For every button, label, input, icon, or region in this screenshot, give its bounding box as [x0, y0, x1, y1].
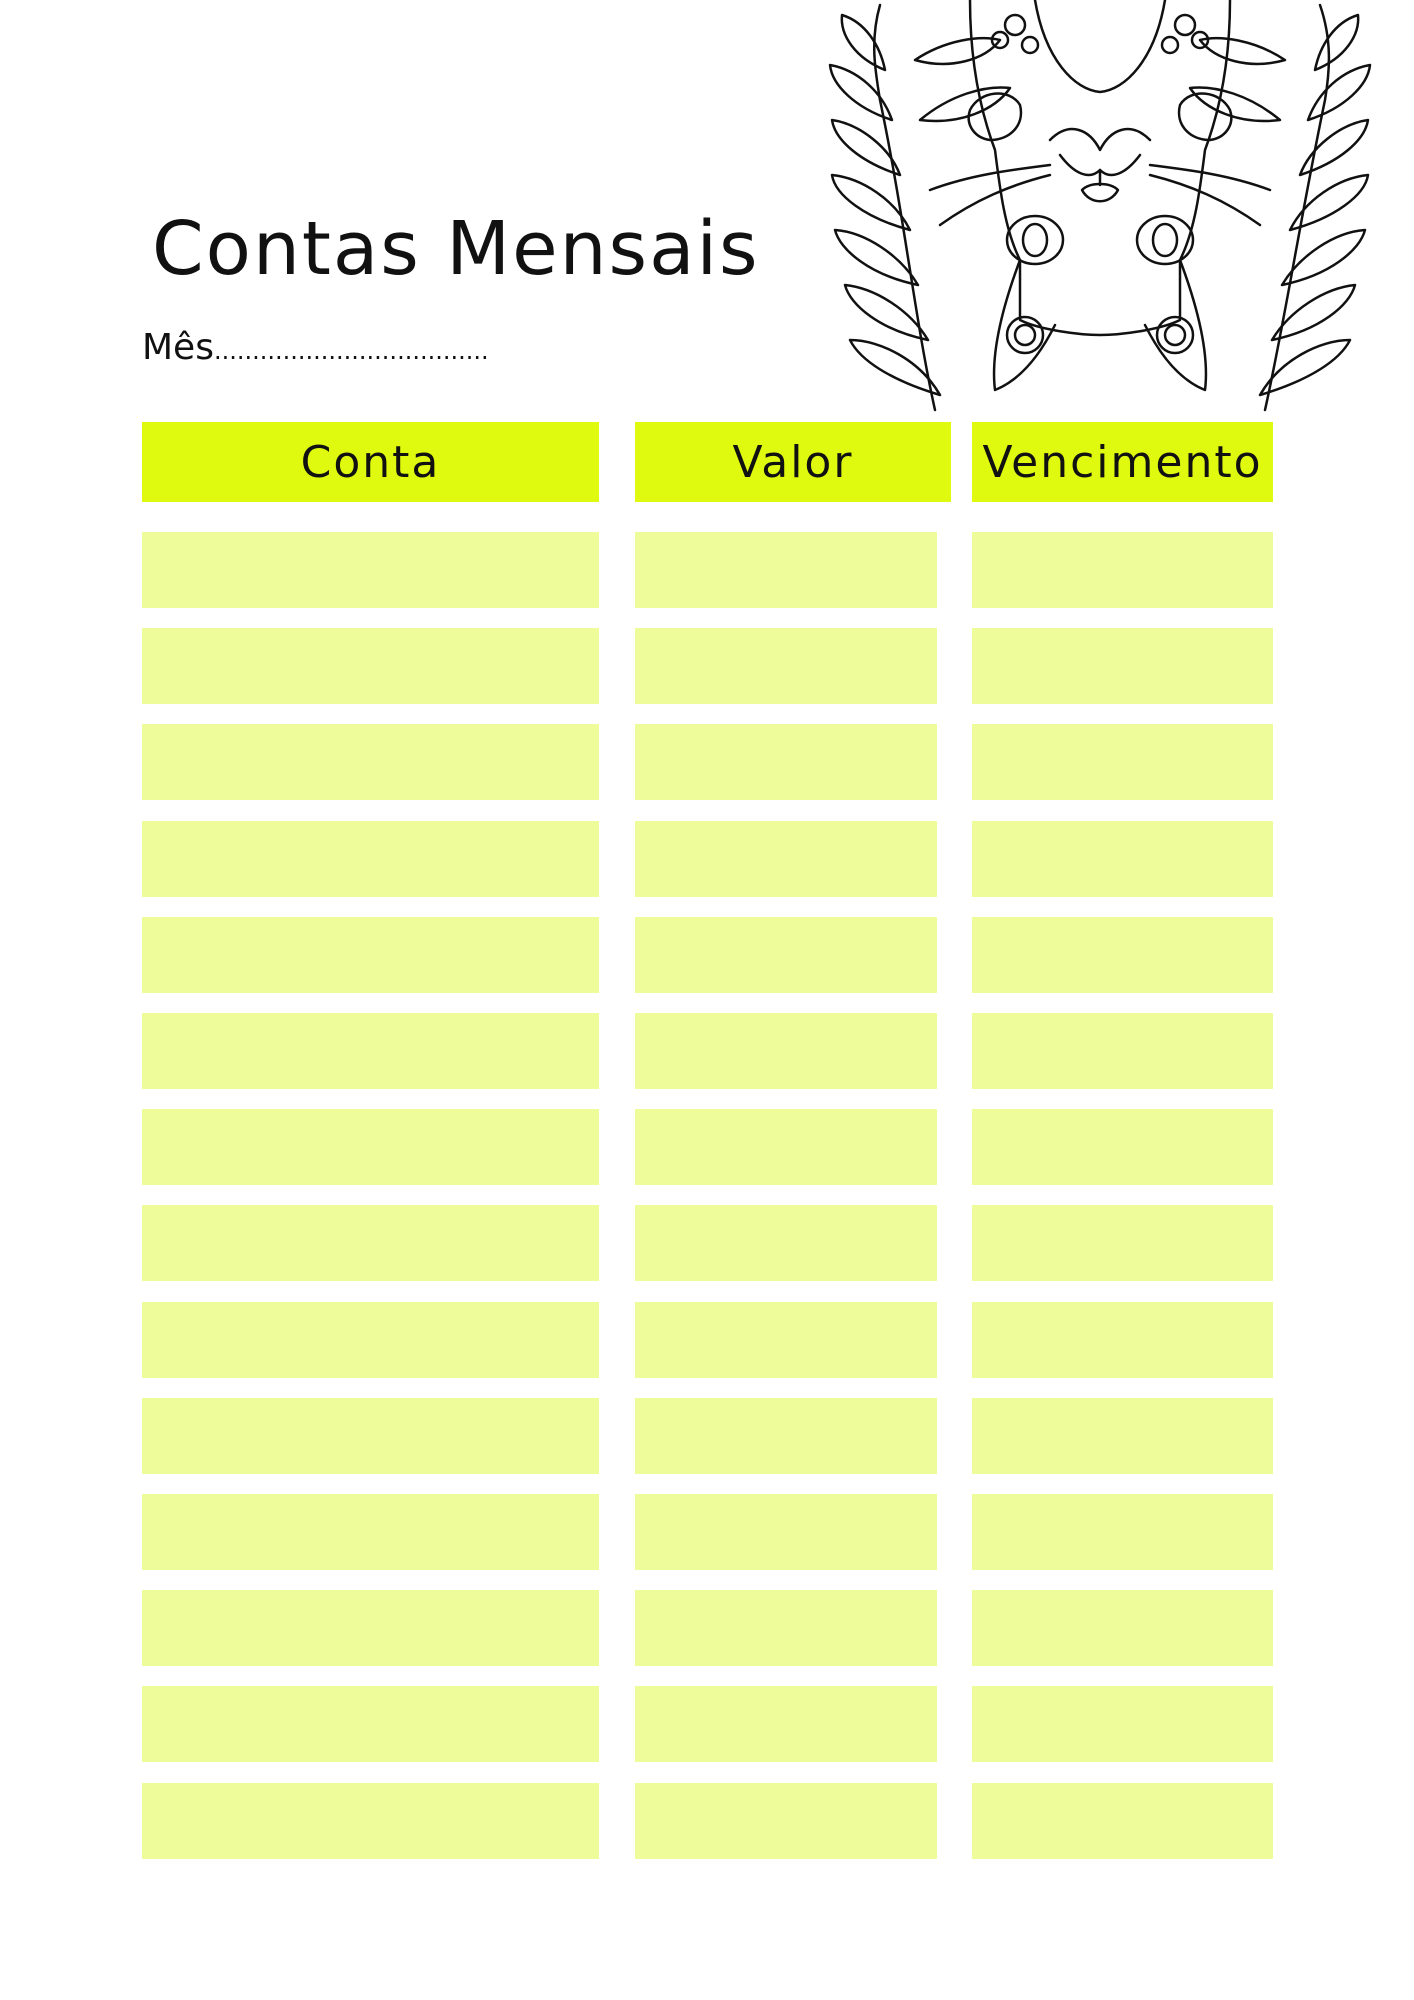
- cell-valor[interactable]: [635, 1302, 937, 1378]
- cat-with-leaves-illustration-icon: [820, 0, 1380, 420]
- cell-vencimento[interactable]: [972, 821, 1273, 897]
- page-title: Contas Mensais: [152, 206, 760, 292]
- cell-conta[interactable]: [142, 1205, 599, 1281]
- month-label: Mês: [142, 327, 214, 368]
- cell-valor[interactable]: [635, 1783, 937, 1859]
- cell-valor[interactable]: [635, 1398, 937, 1474]
- cell-vencimento[interactable]: [972, 628, 1273, 704]
- cell-conta[interactable]: [142, 628, 599, 704]
- cell-valor[interactable]: [635, 821, 937, 897]
- cell-valor[interactable]: [635, 532, 937, 608]
- cell-conta[interactable]: [142, 1398, 599, 1474]
- cell-vencimento[interactable]: [972, 917, 1273, 993]
- cell-valor[interactable]: [635, 917, 937, 993]
- cell-vencimento[interactable]: [972, 1494, 1273, 1570]
- cell-valor[interactable]: [635, 1494, 937, 1570]
- cell-conta[interactable]: [142, 1686, 599, 1762]
- cell-conta[interactable]: [142, 1109, 599, 1185]
- cell-valor[interactable]: [635, 1109, 937, 1185]
- month-fill-line: ....................................: [213, 337, 489, 365]
- cell-vencimento[interactable]: [972, 1686, 1273, 1762]
- cell-vencimento[interactable]: [972, 724, 1273, 800]
- cell-conta[interactable]: [142, 1590, 599, 1666]
- cell-conta[interactable]: [142, 1013, 599, 1089]
- cell-valor[interactable]: [635, 1686, 937, 1762]
- cell-vencimento[interactable]: [972, 1783, 1273, 1859]
- cell-vencimento[interactable]: [972, 1205, 1273, 1281]
- cell-conta[interactable]: [142, 1302, 599, 1378]
- cell-vencimento[interactable]: [972, 1109, 1273, 1185]
- cell-valor[interactable]: [635, 628, 937, 704]
- cell-conta[interactable]: [142, 532, 599, 608]
- column-header-vencimento: Vencimento: [972, 422, 1273, 502]
- cell-conta[interactable]: [142, 917, 599, 993]
- cell-valor[interactable]: [635, 724, 937, 800]
- cell-valor[interactable]: [635, 1590, 937, 1666]
- cell-conta[interactable]: [142, 1494, 599, 1570]
- cell-vencimento[interactable]: [972, 532, 1273, 608]
- column-header-conta: Conta: [142, 422, 599, 502]
- cell-vencimento[interactable]: [972, 1398, 1273, 1474]
- cell-conta[interactable]: [142, 724, 599, 800]
- cell-vencimento[interactable]: [972, 1302, 1273, 1378]
- cell-valor[interactable]: [635, 1013, 937, 1089]
- cell-valor[interactable]: [635, 1205, 937, 1281]
- cell-conta[interactable]: [142, 1783, 599, 1859]
- cell-conta[interactable]: [142, 821, 599, 897]
- month-field[interactable]: [142, 327, 489, 368]
- cell-vencimento[interactable]: [972, 1013, 1273, 1089]
- column-header-valor: Valor: [635, 422, 951, 502]
- cell-vencimento[interactable]: [972, 1590, 1273, 1666]
